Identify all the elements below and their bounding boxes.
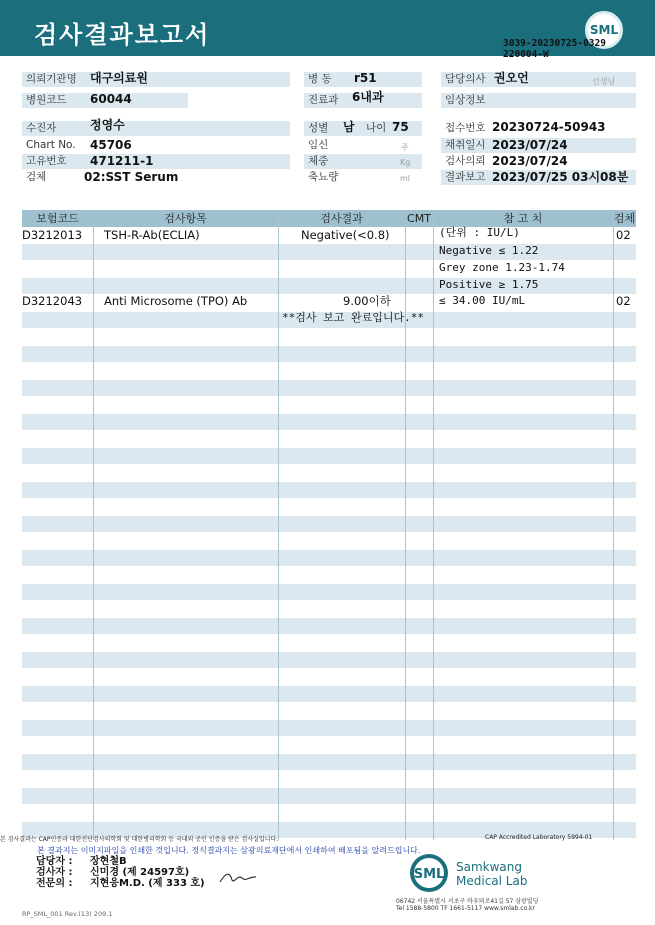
print-notice: 본 결과지는 이미지파일을 인쇄한 것입니다. 정식결과지는 삼광의료재단에서 인쇄하여 배포됨을 알려드립니다. — [37, 846, 421, 855]
header-item: 검사항목 — [164, 212, 207, 225]
signature-icon — [218, 868, 258, 886]
completion-note: **검사 보고 완료입니다.** — [282, 311, 424, 324]
table-row-band — [22, 244, 636, 260]
clinical-info-label: 임상정보 — [441, 93, 636, 108]
row1-item: TSH-R-Ab(ECLIA) — [104, 228, 200, 242]
specimen: 02:SST Serum — [84, 170, 179, 184]
table-row-band — [22, 788, 636, 804]
brand-line2: Medical Lab — [456, 874, 528, 888]
row1-specimen: 02 — [616, 228, 631, 242]
pregnancy-label: 임신 — [308, 139, 329, 151]
column-divider — [278, 210, 279, 840]
table-row-band — [22, 550, 636, 566]
unique-no-label: 고유번호 — [26, 155, 67, 167]
row1-reference-1: (단위 : IU/L) — [439, 226, 520, 239]
patient-label: 수진자 — [22, 121, 290, 136]
examiner-name: 신미경 (제 24597호) — [90, 867, 190, 878]
table-row-band — [22, 482, 636, 498]
column-divider — [405, 210, 406, 840]
brand-line1: Samkwang — [456, 860, 522, 874]
department-label: 진료과 — [304, 93, 422, 108]
urine-label: 축뇨량 — [308, 171, 339, 183]
logo-text: SML — [589, 23, 619, 37]
request-date-label: 검사의뢰 — [445, 155, 486, 167]
table-row-band — [22, 414, 636, 430]
report-date: 2023/07/25 03시08분 — [492, 170, 629, 184]
table-row-band — [22, 686, 636, 702]
specimen-label: 검체 — [26, 171, 47, 183]
report-id-line2: 220004-W — [503, 49, 549, 60]
row1-reference-2: Negative ≤ 1.22 — [439, 244, 539, 257]
row2-result: 9.00이하 — [343, 294, 391, 308]
row2-specimen: 02 — [616, 294, 631, 308]
table-row-band — [22, 754, 636, 770]
patient-name: 정영수 — [90, 118, 125, 132]
ward: r51 — [354, 71, 377, 85]
sex: 남 — [343, 120, 355, 134]
requesting-institution: 대구의료원 — [90, 71, 148, 85]
urine-unit: ml — [400, 174, 411, 183]
header-reference: 참 고 치 — [503, 212, 543, 225]
cap-note: CAP Accredited Laboratory 5994-01 — [485, 834, 593, 841]
requesting-institution-label: 의뢰기관명 — [22, 72, 290, 87]
request-date: 2023/07/24 — [492, 154, 568, 168]
receipt-no-label: 접수번호 — [445, 122, 486, 134]
accreditation-note: 본 검사결과는 CAP인증과 대한진단검사의학회 및 대한병리학회 등 국내외 공인 인증을 받은 검사실입니다. — [0, 836, 279, 843]
table-row-band — [22, 516, 636, 532]
manager-label: 담당자 : — [36, 856, 73, 867]
svg-text:SML: SML — [413, 867, 445, 882]
collection-date: 2023/07/24 — [492, 138, 568, 152]
specialist-label: 전문의 : — [36, 878, 73, 889]
specialist-name: 지현응M.D. (제 333 호) — [90, 878, 205, 889]
hospital-code: 60044 — [90, 92, 132, 106]
header-cmt: CMT — [407, 212, 431, 225]
address: 06742 서울특별시 서초구 바우뫼로41길 57 삼광빌딩 — [396, 898, 539, 905]
chart-no: 45706 — [90, 138, 132, 152]
table-row-band — [22, 584, 636, 600]
weight-label: 체중 — [308, 155, 329, 167]
hospital-code-label: 병원코드 — [22, 93, 188, 108]
table-row-band — [22, 380, 636, 396]
age-label: 나이 — [366, 122, 387, 134]
row2-code: D3212043 — [22, 294, 83, 308]
header-result: 검사결과 — [320, 212, 363, 225]
row2-item: Anti Microsome (TPO) Ab — [104, 294, 248, 308]
unique-no: 471211-1 — [90, 154, 154, 168]
sml-brand-logo-icon — [404, 852, 454, 894]
pregnancy-unit: 주 — [401, 143, 409, 152]
table-row-band — [22, 278, 636, 294]
row1-reference-4: Positive ≥ 1.75 — [439, 278, 539, 291]
table-row-band — [22, 448, 636, 464]
report-id — [503, 38, 606, 60]
row1-reference-3: Grey zone 1.23-1.74 — [439, 261, 565, 274]
sex-label: 성별 — [304, 121, 422, 136]
row2-reference: ≤ 34.00 IU/mL — [439, 294, 526, 307]
column-divider — [433, 210, 434, 840]
form-code: RP_SML_001 Rev.(13) 209.1 — [22, 910, 113, 918]
department: 6내과 — [352, 90, 384, 104]
doctor: 권오언 — [494, 71, 529, 85]
page-title: 검사결과보고서 — [34, 21, 211, 49]
doctor-suffix: 선생님 — [592, 77, 616, 86]
row1-code: D3212013 — [22, 228, 83, 242]
column-divider — [93, 210, 94, 840]
table-row-band — [22, 720, 636, 736]
contact: Tel 1588-5800 TF 1661-5117 www.smlab.co.kr — [396, 905, 535, 912]
age: 75 — [392, 120, 409, 134]
header-code: 보험코드 — [36, 212, 79, 225]
doctor-label: 담당의사 — [441, 72, 636, 87]
receipt-no: 20230724-50943 — [492, 120, 606, 134]
report-id-line1: 3039-20230725-0329 — [503, 38, 606, 49]
table-header — [22, 210, 636, 227]
collection-date-label: 채취일시 — [441, 138, 636, 153]
header-specimen: 검체 — [613, 212, 636, 225]
chart-no-label: Chart No. — [26, 139, 76, 151]
brand-name — [456, 860, 527, 888]
weight-unit: Kg — [400, 158, 411, 167]
table-row-band — [22, 346, 636, 362]
table-row-band — [22, 652, 636, 668]
examiner-label: 검사자 : — [36, 867, 73, 878]
column-divider — [613, 210, 614, 840]
ward-label: 병 동 — [304, 72, 422, 87]
row1-result: Negative(<0.8) — [301, 228, 390, 242]
manager-name: 장현철B — [90, 856, 127, 867]
table-row-band — [22, 618, 636, 634]
report-date-label: 결과보고 — [441, 170, 636, 185]
